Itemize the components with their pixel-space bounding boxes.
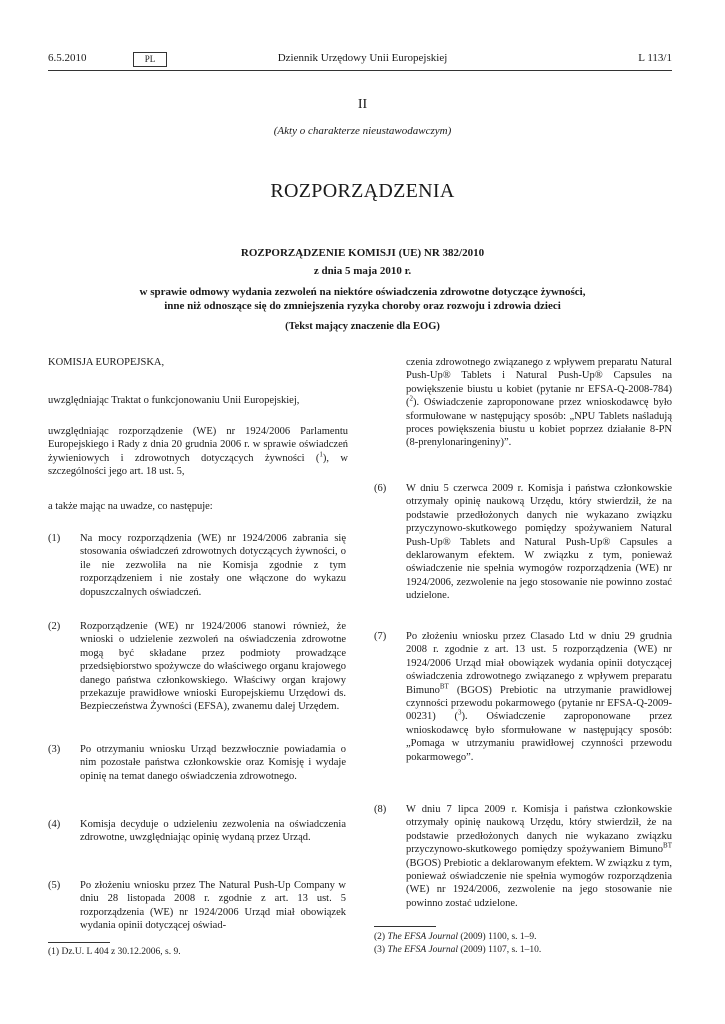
regulation-subject [0, 285, 725, 313]
series-number: II [357, 97, 368, 112]
recital-text: Po złożeniu wniosku przez Clasado Ltd w dniu 29 grudnia 2008 r. zgodnie z art. 13 ust. 5 rozporządzenia (WE) nr 1924/2006 Urząd miał obowiązek wydania opinii dotyczącej oświadczenia zdrowotnego związanego z wpływem preparatu Bimuno$^{BT}$ (BGOS) Prebiotic na utrzymanie prawidłowej czynności przewodu pokarmowego (pytanie nr EFSA-Q-2009-00231) ($^3$). Oświadczenie zaproponowane przez wnioskodawcę było sformułowane w następujący sposób: „Pomaga w utrzymaniu prawidłowej czynności przewodu pokarmowego”. [406, 631, 672, 763]
having-regard-treaty: uwzględniając Traktat o funkcjonowaniu Unii Europejskiej, [48, 395, 300, 406]
header-divider [48, 70, 672, 71]
footnote-2: (2) The EFSA Journal (2009) 1100, s. 1–9. [374, 932, 537, 942]
recital-text: W dniu 5 czerwca 2009 r. Komisja i państwa członkowskie otrzymały opinię naukową Urzędu, który stwierdził, że na podstawie przedłożonych danych nie wykazano związku przyczynowo-skutkowego pomiędzy spożywaniem Natural Push-Up® Tablets and Natural Push-Up® Capsules a deklarowanym efektem. W związku z tym, ponieważ oświadczenie nie spełnia wymogów rozporządzenia (WE) nr 1924/2006, zezwolenie na jego stosowanie nie powinno zostać udzielone. [406, 483, 672, 602]
section-title: ROZPORZĄDZENIA [270, 180, 455, 202]
regulation-date: z dnia 5 maja 2010 r. [313, 265, 412, 277]
recital-text: Po otrzymaniu wniosku Urząd bezzwłocznie powiadamia o nim pozostałe państwa członkowskie oraz Komisję i wydaje opinię na temat danego oświadczenia zdrowotnego. [80, 744, 346, 782]
acts-note: (Akty o charakterze nieustawodawczym) [273, 125, 452, 137]
recital-5-continued: czenia zdrowotnego związanego z wpływem preparatu Natural Push-Up® Tablets i Natural Push-Up® Capsules na powiększenie biustu u kobiet (pytanie nr EFSA-Q-2008-784) ($^2$). Oświadczenie zaproponowane przez wnioskodawcę było sformułowane w następujący sposób: „NPU Tablets naśladują proces powiększenia biustu u kobiet poprzez działanie 8-PN (8-prenylonaringeniny)”. [406, 357, 672, 449]
recital-number: (5) [48, 880, 61, 891]
language-badge: PL [133, 52, 167, 67]
recital-text: Komisja decyduje o udzieleniu zezwolenia na oświadczenia zdrowotne, uwzględniając opinię wydaną przez Urząd. [80, 819, 346, 844]
regulation-subject-line-2: inne niż odnoszące się do zmniejszenia ryzyka choroby oraz rozwoju i zdrowia dzieci [164, 300, 561, 312]
footnote-ref-1: 1 [319, 450, 323, 459]
trademark-bt: BT [663, 841, 672, 850]
trademark-bt: BT [439, 682, 449, 691]
recital-text: Na mocy rozporządzenia (WE) nr 1924/2006 zabrania się stosowania oświadczeń zdrowotnych dotyczących żywności, o ile nie zezwoliła na nie Komisja zgodnie z tym rozporządzeniem i nie zostały one włączone do wykazu dopuszczalnych oświadczeń. [80, 533, 346, 598]
recital-number: (3) [48, 744, 61, 755]
header-date: 6.5.2010 [48, 52, 87, 64]
recital-number: (6) [374, 483, 387, 494]
footnote-divider [48, 942, 110, 943]
recital-text: Rozporządzenie (WE) nr 1924/2006 stanowi również, że wnioski o udzielenie zezwoleń na oświadczenia zdrowotne mogą być składane przez podmioty prowadzące przedsiębiorstwo spożywcze do właściwego organu krajowego danego państwa członkowskiego. Właściwy organ krajowy przekazuje prawidłowe wnioski Europejskiemu Urzędowi ds. Bezpieczeństwa Żywności (EFSA), zwanemu dalej Urzędem. [80, 621, 346, 713]
commission-heading: KOMISJA EUROPEJSKA, [48, 357, 165, 368]
recital-number: (1) [48, 533, 61, 544]
eea-relevance-note: (Tekst mający znaczenie dla EOG) [285, 321, 440, 332]
having-regard-regulation: uwzględniając rozporządzenie (WE) nr 1924/2006 Parlamentu Europejskiego i Rady z dnia 20 grudnia 2006 r. w sprawie oświadczeń żywieniowych i zdrowotnych dotyczących żywności ($^1$), w szczególności jego art. 18 ust. 5, [48, 426, 348, 478]
recital-number: (2) [48, 621, 61, 632]
recital-number: (8) [374, 804, 387, 815]
journal-title: Dziennik Urzędowy Unii Europejskiej [277, 52, 448, 64]
recital-text: Po złożeniu wniosku przez The Natural Push-Up Company w dniu 28 listopada 2008 r. zgodnie z art. 13 ust. 5 rozporządzenia (WE) nr 1924/2006 Urząd miał obowiązek wydania opinii dotyczącej oświad- [80, 880, 346, 932]
footnote-1: (1) Dz.U. L 404 z 30.12.2006, s. 9. [48, 947, 181, 957]
footnote-ref-2: 2 [409, 394, 413, 403]
recital-text: W dniu 7 lipca 2009 r. Komisja i państwa członkowskie otrzymały opinię naukową Urzędu, który stwierdził, że na podstawie przedłożonych danych nie wykazano związku przyczynowo-skutkowego pomiędzy spożywaniem Bimuno$^{BT}$ (BGOS) Prebiotic a deklarowanym efektem. W związku z tym, ponieważ oświadczenie nie spełnia wymogów rozporządzenia (WE) nr 1924/2006, zezwolenie na jego stosowanie nie powinno zostać udzielone. [406, 804, 672, 909]
recital-number: (7) [374, 631, 387, 642]
footnote-ref-3: 3 [458, 708, 462, 717]
recital-number: (4) [48, 819, 61, 830]
page-number: L 113/1 [638, 52, 672, 64]
footnote-3: (3) The EFSA Journal (2009) 1107, s. 1–10. [374, 945, 542, 955]
regulation-subject-line-1: w sprawie odmowy wydania zezwoleń na niektóre oświadczenia zdrowotne dotyczące żywności, [139, 286, 586, 298]
whereas-intro: a także mając na uwadze, co następuje: [48, 501, 213, 512]
footnote-divider [374, 926, 436, 927]
regulation-title: ROZPORZĄDZENIE KOMISJI (UE) NR 382/2010 [240, 247, 485, 259]
